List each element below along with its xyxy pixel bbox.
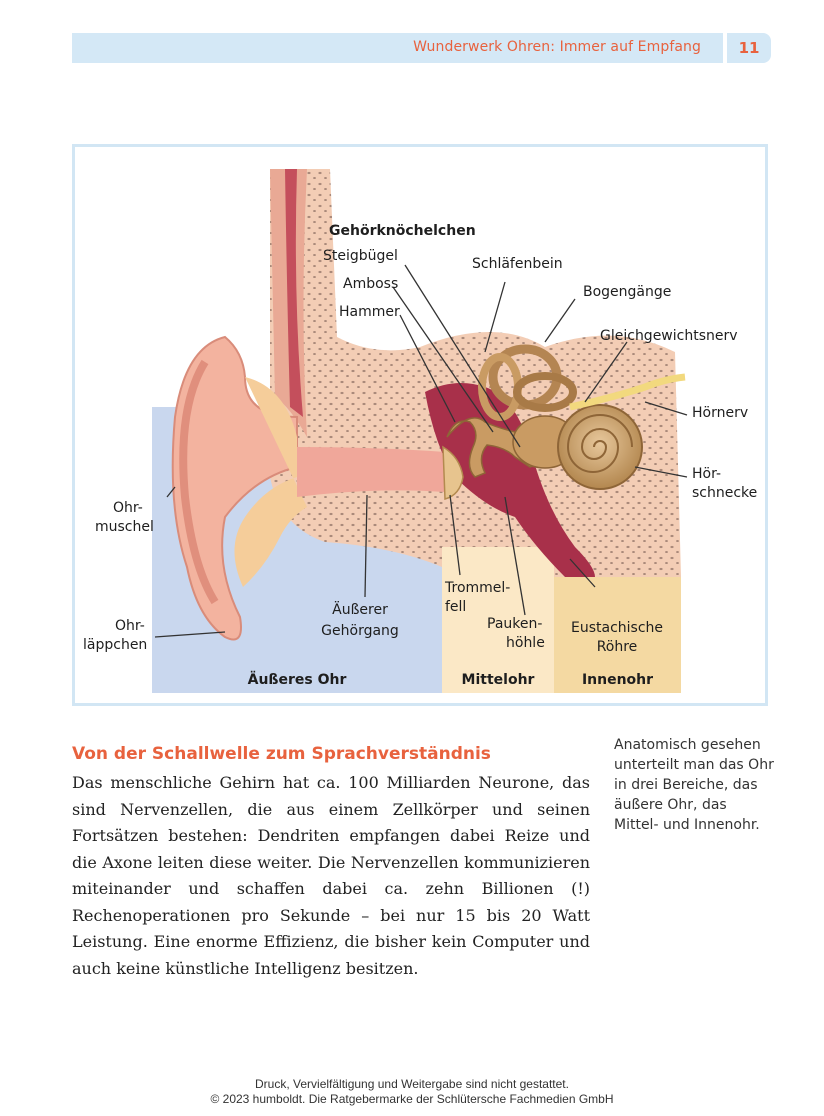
label-bogengaenge: Bogengänge — [583, 284, 672, 300]
region-label-middle: Mittelohr — [461, 672, 535, 688]
label-gehoergang-2: Gehörgang — [321, 623, 399, 639]
label-trommelfell-2: fell — [445, 599, 467, 615]
page-number: 11 — [738, 39, 760, 57]
label-ohrlaeppchen-2: läppchen — [83, 637, 148, 653]
running-header-title: Wunderwerk Ohren: Immer auf Empfang — [413, 39, 701, 55]
label-trommelfell-1: Trommel- — [445, 580, 511, 596]
ear-anatomy-figure — [72, 144, 768, 706]
label-eustachische-2: Röhre — [596, 639, 638, 655]
label-hammer: Hammer — [339, 304, 400, 320]
label-gehoerknoechelchen: Gehörknöchelchen — [329, 223, 476, 239]
region-label-outer: Äußeres Ohr — [247, 672, 347, 688]
label-ohrmuschel-2: muschel — [95, 519, 154, 535]
label-gleichgewichtsnerv: Gleichgewichtsnerv — [600, 328, 738, 344]
label-eustachische-1: Eustachische — [570, 620, 664, 636]
label-amboss: Amboss — [343, 276, 399, 292]
label-hoernerv: Hörnerv — [692, 405, 749, 421]
body-paragraph: Das menschliche Gehirn hat ca. 100 Milliarden Neurone, das sind Nervenzellen, die aus einem Zellkörper und seinen Fortsätzen bestehen: Dendriten empfangen dabei Reize und die Axone leiten diese weiter. Die Nervenzellen kommunizieren miteinander und schaffen dabei ca. zehn Billionen (!) Rechenoperationen pro Sekunde – bei nur 15 bis 20 Watt Leistung. Eine enorme Effizienz, die bisher kein Computer und auch keine künstliche Intelligenz besitzen. — [72, 773, 590, 978]
label-gehoergang-1: Äußerer — [332, 602, 388, 618]
copyright-footer — [0, 1077, 824, 1107]
label-schlaefenbein: Schläfenbein — [472, 256, 563, 272]
label-steigbuegel: Steigbügel — [323, 248, 398, 264]
label-ohrmuschel-1: Ohr- — [113, 500, 143, 516]
body-text — [72, 770, 590, 982]
label-paukenhoehle-1: Pauken- — [487, 616, 543, 632]
ear-canal — [297, 447, 445, 497]
label-hoerschnecke-2: schnecke — [692, 485, 758, 501]
side-note: Anatomisch gesehen unterteilt man das Ohr in drei Bereiche, das äußere Ohr, das Mittel- und Innenohr. — [614, 737, 774, 833]
cochlea — [558, 405, 642, 489]
label-paukenhoehle-2: höhle — [506, 635, 545, 651]
page-number-box — [727, 33, 771, 63]
label-ohrlaeppchen-1: Ohr- — [115, 618, 145, 634]
header-bar — [72, 33, 723, 63]
region-label-inner: Innenohr — [581, 672, 654, 688]
label-hoerschnecke-1: Hör- — [692, 466, 722, 482]
footer-line-1: Druck, Vervielfältigung und Weitergabe sind nicht gestattet. — [255, 1077, 569, 1091]
section-heading: Von der Schallwelle zum Sprachverständnis — [72, 744, 491, 764]
footer-line-2: © 2023 humboldt. Die Ratgebermarke der Schlütersche Fachmedien GmbH — [210, 1092, 614, 1106]
